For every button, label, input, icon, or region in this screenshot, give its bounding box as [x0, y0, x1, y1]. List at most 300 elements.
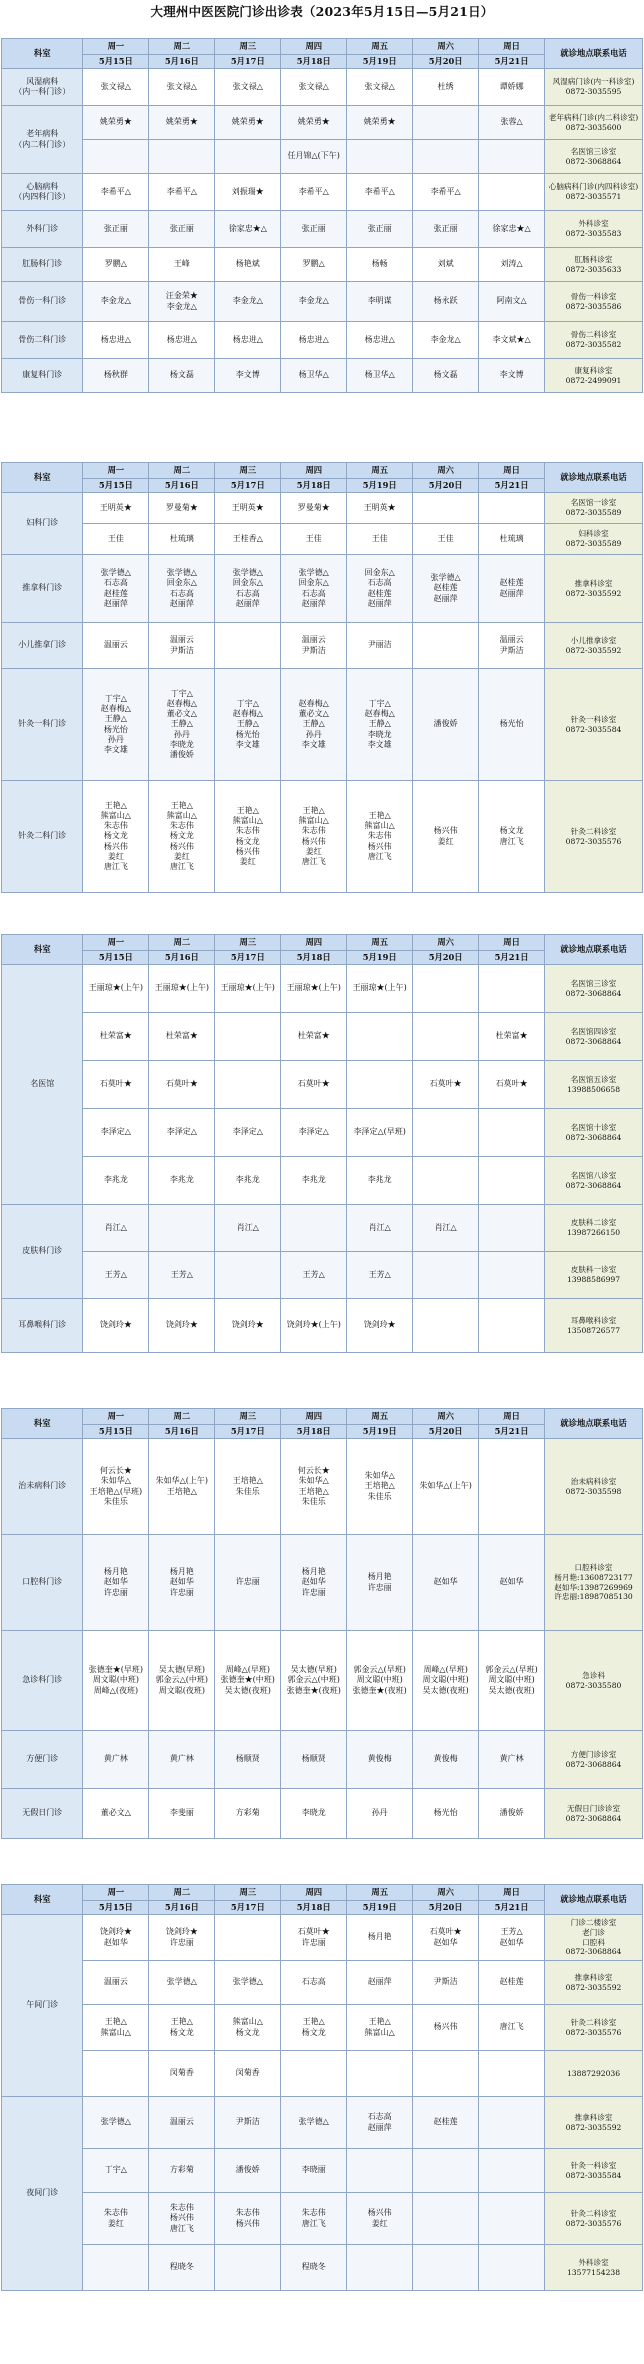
doctor-cell: [413, 2193, 479, 2245]
doctor-cell: [347, 248, 413, 282]
cell-text: 回金东△: [232, 578, 263, 588]
cell-text: 杨月艳: [301, 1567, 326, 1577]
cell-text: 王峰: [173, 259, 190, 269]
doctor-cell: [215, 140, 281, 174]
doctor-cell: [413, 140, 479, 174]
cell-text: 骨伤一科门诊: [18, 296, 67, 306]
dept-cell: [2, 1535, 83, 1631]
header-date: 5月17日: [215, 1901, 281, 1915]
cell-text: 许忠丽: [103, 1587, 128, 1597]
cell-text: 闵菊香: [169, 2068, 194, 2078]
doctor-cell: [413, 493, 479, 524]
cell-text: 李文博: [499, 370, 524, 380]
cell-text: 何云长★: [99, 1466, 132, 1476]
cell-text: 杨兴伟: [169, 841, 194, 851]
header-date: 5月18日: [281, 951, 347, 965]
doctor-cell: [149, 1252, 215, 1299]
cell-text: 罗鹏△: [302, 259, 325, 269]
cell-text: 王培艳△: [232, 1476, 263, 1486]
dept-cell: [2, 493, 83, 555]
cell-text: 周文聪(中班): [356, 1675, 403, 1685]
cell-text: 李希平△: [100, 186, 131, 196]
cell-text: 张学德△: [166, 1977, 197, 1987]
cell-text: 温丽云: [499, 635, 524, 645]
cell-text: 王芳△: [104, 1269, 127, 1279]
cell-text: 李兆龙: [103, 1175, 128, 1185]
doctor-cell: [413, 623, 479, 669]
header-date: 5月19日: [347, 951, 413, 965]
doctor-cell: [83, 1731, 149, 1789]
doctor-cell: [215, 1252, 281, 1299]
doctor-cell: [215, 965, 281, 1013]
cell-text: 0872-3035576: [565, 836, 622, 846]
cell-text: 黄俊梅: [367, 1754, 392, 1764]
cell-text: 汪金荣★: [165, 291, 198, 301]
doctor-cell: [83, 282, 149, 322]
doctor-cell: [413, 1731, 479, 1789]
cell-text: 许忠丽: [169, 1587, 194, 1597]
doctor-cell: [281, 2097, 347, 2149]
cell-text: 肖江△: [236, 1222, 259, 1232]
doctor-cell: [347, 106, 413, 140]
cell-text: 名医馆八诊室: [570, 1170, 617, 1180]
contact-cell: [545, 1789, 643, 1839]
cell-text: 肖江△: [368, 1222, 391, 1232]
cell-text: 针灸二科诊室: [570, 826, 617, 836]
cell-text: 许忠丽: [235, 1577, 260, 1587]
doctor-cell: [281, 322, 347, 359]
doctor-cell: [347, 359, 413, 393]
doctor-cell: [83, 555, 149, 623]
header-day: 周五: [347, 935, 413, 951]
doctor-cell: [281, 2051, 347, 2097]
table-row: [2, 2051, 643, 2097]
cell-text: 张文禄△: [100, 81, 131, 91]
cell-text: 赵如华: [499, 1577, 524, 1587]
cell-text: 李文博: [235, 370, 260, 380]
cell-text: 周文聪(夜班): [158, 1685, 205, 1695]
contact-cell: [545, 1535, 643, 1631]
cell-text: 耳鼻喉科门诊: [18, 1320, 67, 1330]
contact-cell: [545, 106, 643, 140]
cell-text: 朱志伟: [103, 2208, 128, 2218]
header-day: 周一: [83, 935, 149, 951]
doctor-cell: [215, 1789, 281, 1839]
cell-text: 饶剑玲★: [165, 1320, 198, 1330]
cell-text: 杨月艳: [367, 1932, 392, 1942]
cell-text: 耳鼻喉科诊室: [570, 1315, 617, 1325]
cell-text: 郭金云△(中班): [287, 1675, 340, 1685]
doctor-cell: [281, 2005, 347, 2051]
doctor-cell: [215, 781, 281, 893]
cell-text: 杨文磊: [433, 370, 458, 380]
header-date: 5月15日: [83, 1425, 149, 1439]
cell-text: 方便门诊: [26, 1754, 59, 1764]
header-date: 5月17日: [215, 1425, 281, 1439]
doctor-cell: [347, 1915, 413, 1961]
doctor-cell: [479, 106, 545, 140]
contact-cell: [545, 965, 643, 1013]
doctor-cell: [215, 2051, 281, 2097]
doctor-cell: [347, 669, 413, 781]
cell-text: 张蓉△: [500, 117, 523, 127]
cell-text: 吴太德(早班): [158, 1665, 205, 1675]
doctor-cell: [479, 2051, 545, 2097]
cell-text: 杨月艳:13608723177: [554, 1572, 633, 1582]
doctor-cell: [347, 555, 413, 623]
doctor-cell: [479, 211, 545, 248]
cell-text: 杨忠进△: [100, 334, 131, 344]
cell-text: 杨忠进△: [364, 334, 395, 344]
cell-text: 王培艳△: [166, 1486, 197, 1496]
cell-text: 李金龙△: [298, 296, 329, 306]
cell-text: 张文禄△: [166, 81, 197, 91]
doctor-cell: [281, 1061, 347, 1109]
header-date: 5月15日: [83, 55, 149, 69]
cell-text: 口腔科门诊: [22, 1577, 63, 1587]
doctor-cell: [149, 1961, 215, 2005]
cell-text: 石莫叶★: [297, 1927, 330, 1937]
cell-text: 杨顺贤: [301, 1754, 326, 1764]
cell-text: 姜红: [173, 851, 190, 861]
cell-text: 张学德△: [298, 2117, 329, 2127]
doctor-cell: [347, 1731, 413, 1789]
header-day: 周一: [83, 1409, 149, 1425]
header-date: 5月16日: [149, 1901, 215, 1915]
contact-cell: [545, 1205, 643, 1252]
cell-text: 姚荣勇★: [165, 117, 198, 127]
schedule-section-5: [1, 1884, 643, 2291]
cell-text: 丁宇△: [104, 2165, 127, 2175]
cell-text: 杜荣富★: [495, 1031, 528, 1041]
doctor-cell: [149, 2097, 215, 2149]
cell-text: 李金龙△: [166, 301, 197, 311]
contact-cell: [545, 2005, 643, 2051]
cell-text: 吴太德(夜班): [488, 1685, 535, 1695]
doctor-cell: [479, 140, 545, 174]
doctor-cell: [83, 669, 149, 781]
cell-text: 李泽定△(早班): [353, 1127, 406, 1137]
doctor-cell: [413, 1915, 479, 1961]
doctor-cell: [347, 781, 413, 893]
cell-text: 姜红: [305, 846, 322, 856]
cell-text: 推拿科诊室: [574, 2112, 613, 2122]
cell-text: 王明英★: [231, 502, 264, 512]
header-day: 周四: [281, 1885, 347, 1901]
doctor-cell: [281, 1631, 347, 1731]
cell-text: 老年病科门诊(内二科诊室): [548, 112, 639, 122]
cell-text: 杨顺贤: [235, 1754, 260, 1764]
doctor-cell: [215, 2193, 281, 2245]
table-row: [2, 69, 643, 106]
cell-text: 0872-3035583: [565, 229, 622, 238]
doctor-cell: [347, 1535, 413, 1631]
dept-cell: [2, 69, 83, 106]
cell-text: 尹斯洁: [433, 1977, 458, 1987]
contact-cell: [545, 282, 643, 322]
header-day: 周三: [215, 1885, 281, 1901]
cell-text: 熊富山△: [364, 2027, 395, 2037]
cell-text: 王艳△: [170, 800, 193, 810]
table-row: [2, 965, 643, 1013]
cell-text: 杨忠进△: [298, 334, 329, 344]
doctor-cell: [479, 1157, 545, 1205]
contact-cell: [545, 69, 643, 106]
doctor-cell: [149, 1205, 215, 1252]
doctor-cell: [479, 2005, 545, 2051]
cell-text: 0872-3068864: [565, 988, 622, 998]
cell-text: 张学德△: [232, 568, 263, 578]
doctor-cell: [83, 211, 149, 248]
doctor-cell: [281, 69, 347, 106]
doctor-cell: [479, 1299, 545, 1353]
doctor-cell: [83, 1109, 149, 1157]
cell-text: 骨伤二科诊室: [570, 330, 617, 340]
cell-text: 熊富山△: [232, 2017, 263, 2027]
cell-text: 0872-3035589: [565, 539, 622, 548]
header-day: 周日: [479, 1885, 545, 1901]
cell-text: 0872-3035592: [565, 1982, 622, 1992]
cell-text: 姜红: [239, 856, 256, 866]
doctor-cell: [215, 1157, 281, 1205]
doctor-cell: [83, 1252, 149, 1299]
cell-text: 杜荣富★: [297, 1031, 330, 1041]
cell-text: 赵丽萍: [499, 588, 524, 598]
cell-text: 吴太德(夜班): [224, 1685, 271, 1695]
cell-text: 潘俊娇: [169, 750, 194, 760]
cell-text: 李兆龙: [301, 1175, 326, 1185]
cell-text: 赵桂莲: [103, 588, 128, 598]
cell-text: 姜红: [107, 2218, 124, 2228]
header-dept: 科室: [2, 1409, 83, 1439]
doctor-cell: [149, 140, 215, 174]
schedule-section-4: [1, 1408, 643, 1839]
header-contact: 就诊地点联系电话: [545, 1409, 643, 1439]
cell-text: 皮肤科门诊: [22, 1246, 63, 1256]
schedule-table: [1, 38, 643, 393]
doctor-cell: [413, 1061, 479, 1109]
cell-text: 郭金云△(中班): [155, 1675, 209, 1685]
cell-text: 孙丹: [173, 729, 190, 739]
doctor-cell: [281, 1961, 347, 2005]
cell-text: 饶剑玲★: [363, 1320, 396, 1330]
doctor-cell: [83, 69, 149, 106]
header-day: 周二: [149, 1885, 215, 1901]
cell-text: 李兆龙: [169, 1175, 194, 1185]
doctor-cell: [149, 2005, 215, 2051]
doctor-cell: [413, 359, 479, 393]
doctor-cell: [215, 106, 281, 140]
cell-text: 许忠丽: [367, 1582, 392, 1592]
dept-cell: [2, 174, 83, 211]
cell-text: 肛肠科诊室: [574, 254, 613, 264]
cell-text: 杨忠进△: [166, 334, 197, 344]
table-row: [2, 248, 643, 282]
header-date: 5月21日: [479, 479, 545, 493]
contact-cell: [545, 322, 643, 359]
cell-text: 杜绣: [437, 81, 454, 91]
doctor-cell: [347, 282, 413, 322]
header-day: 周四: [281, 463, 347, 479]
doctor-cell: [281, 1789, 347, 1839]
doctor-cell: [281, 965, 347, 1013]
cell-text: 王佳: [371, 533, 388, 543]
cell-text: 方彩菊: [235, 1808, 260, 1818]
cell-text: 李希平△: [298, 186, 329, 196]
cell-text: 李希平△: [364, 186, 395, 196]
dept-cell: [2, 669, 83, 781]
cell-text: 尹斯洁: [169, 645, 194, 655]
cell-text: 董必文△: [166, 709, 197, 719]
dept-cell: [2, 1439, 83, 1535]
doctor-cell: [83, 2097, 149, 2149]
cell-text: 赵桂莲: [499, 578, 524, 588]
cell-text: 0872-3035586: [565, 301, 622, 311]
doctor-cell: [347, 1157, 413, 1205]
cell-text: 杨兴伟: [433, 826, 458, 836]
cell-text: 朱如华△: [100, 1476, 131, 1486]
header-day: 周二: [149, 1409, 215, 1425]
cell-text: 熊富山△: [232, 816, 263, 826]
cell-text: 杨秋群: [103, 370, 128, 380]
contact-cell: [545, 248, 643, 282]
header-date: 5月18日: [281, 1425, 347, 1439]
cell-text: 许忠丽:18987085130: [554, 1592, 633, 1602]
cell-text: 杨光怡: [499, 719, 524, 729]
doctor-cell: [281, 282, 347, 322]
doctor-cell: [413, 669, 479, 781]
table-row: [2, 1061, 643, 1109]
cell-text: 石莫叶★: [429, 1927, 462, 1937]
dept-cell: [2, 781, 83, 893]
cell-text: 张学德△: [232, 1977, 263, 1987]
cell-text: 赵丽萍: [367, 598, 392, 608]
table-row: [2, 2149, 643, 2193]
cell-text: 杨文龙: [235, 836, 260, 846]
cell-text: 王丽琼★(上午): [352, 983, 407, 993]
cell-text: 王培艳△: [364, 1481, 395, 1491]
doctor-cell: [479, 2149, 545, 2193]
cell-text: 李泽定△: [298, 1127, 329, 1137]
schedule-table: [1, 1884, 643, 2291]
cell-text: 王佳: [305, 533, 322, 543]
cell-text: 杨忠进△: [232, 334, 263, 344]
cell-text: 周峰△(夜班): [93, 1685, 139, 1695]
doctor-cell: [347, 1013, 413, 1061]
cell-text: 杨兴伟: [367, 2208, 392, 2218]
cell-text: 门诊二楼诊室: [570, 1917, 617, 1927]
cell-text: 13577154238: [566, 2267, 621, 2277]
doctor-cell: [479, 322, 545, 359]
header-date: 5月19日: [347, 1901, 413, 1915]
doctor-cell: [347, 69, 413, 106]
cell-text: 张学德△: [430, 573, 461, 583]
cell-text: 口腔科: [582, 1937, 605, 1947]
header-day: 周六: [413, 1885, 479, 1901]
header-day: 周四: [281, 1409, 347, 1425]
cell-text: 朱佳乐: [235, 1486, 260, 1496]
cell-text: 赵桂莲: [433, 583, 458, 593]
doctor-cell: [479, 1535, 545, 1631]
cell-text: 石莫叶★: [99, 1079, 132, 1089]
cell-text: 名医馆: [30, 1079, 55, 1089]
doctor-cell: [413, 965, 479, 1013]
cell-text: 老年病科: [26, 129, 59, 139]
cell-text: 朱志伟: [103, 821, 128, 831]
cell-text: 朱如华△: [364, 1471, 395, 1481]
schedule-section-1: [1, 38, 643, 393]
header-day: 周二: [149, 39, 215, 55]
doctor-cell: [83, 106, 149, 140]
doctor-cell: [347, 2097, 413, 2149]
cell-text: 王培艳△(早班): [89, 1486, 143, 1496]
header-date: 5月20日: [413, 479, 479, 493]
cell-text: 李泽定△: [166, 1127, 197, 1137]
dept-cell: [2, 106, 83, 174]
dept-cell: [2, 555, 83, 623]
cell-text: 王丽琼★(上午): [286, 983, 341, 993]
cell-text: 王芳△: [368, 1269, 391, 1279]
doctor-cell: [347, 211, 413, 248]
cell-text: 王艳△: [302, 805, 325, 815]
cell-text: 13987266150: [566, 1228, 621, 1237]
cell-text: 名医馆三诊室: [570, 978, 617, 988]
doctor-cell: [413, 211, 479, 248]
cell-text: 针灸二科诊室: [570, 2208, 617, 2218]
doctor-cell: [149, 1061, 215, 1109]
cell-text: 0872-3035576: [565, 2027, 622, 2037]
header-dept: 科室: [2, 1885, 83, 1915]
table-row: [2, 2245, 643, 2291]
doctor-cell: [479, 282, 545, 322]
header-day: 周二: [149, 463, 215, 479]
cell-text: 熊富山△: [298, 816, 329, 826]
cell-text: 杨文龙: [169, 831, 194, 841]
cell-text: 针灸一科诊室: [570, 2160, 617, 2170]
cell-text: 唐江飞: [301, 2218, 326, 2228]
cell-text: 杨光怡: [103, 724, 128, 734]
cell-text: 0872-3035589: [565, 508, 622, 517]
cell-text: 0872-3035633: [565, 264, 622, 274]
cell-text: 石莫叶★: [429, 1079, 462, 1089]
cell-text: 夜间门诊: [26, 2188, 59, 2198]
cell-text: 饶剑玲★: [165, 1927, 198, 1937]
cell-text: 王桂香△: [232, 533, 263, 543]
cell-text: 赵丽萍: [235, 598, 260, 608]
header-date: 5月16日: [149, 1425, 215, 1439]
doctor-cell: [281, 211, 347, 248]
cell-text: 杨月艳: [367, 1572, 392, 1582]
cell-text: 罗曼菊★: [297, 502, 330, 512]
doctor-cell: [149, 1299, 215, 1353]
table-row: [2, 1631, 643, 1731]
cell-text: （内二科门诊）: [14, 139, 71, 149]
cell-text: 刘涛△: [500, 259, 523, 269]
table-row: [2, 1915, 643, 1961]
cell-text: 李泽定△: [100, 1127, 131, 1137]
doctor-cell: [413, 69, 479, 106]
cell-text: 许忠丽: [301, 1937, 326, 1947]
cell-text: 尹斯洁: [499, 645, 524, 655]
doctor-cell: [347, 1061, 413, 1109]
cell-text: 赵桂莲: [499, 1977, 524, 1987]
cell-text: 杨艳斌: [235, 259, 260, 269]
cell-text: 0872-3035571: [565, 192, 622, 201]
cell-text: 何云长★: [297, 1466, 330, 1476]
table-row: [2, 106, 643, 140]
doctor-cell: [281, 1109, 347, 1157]
doctor-cell: [215, 1439, 281, 1535]
